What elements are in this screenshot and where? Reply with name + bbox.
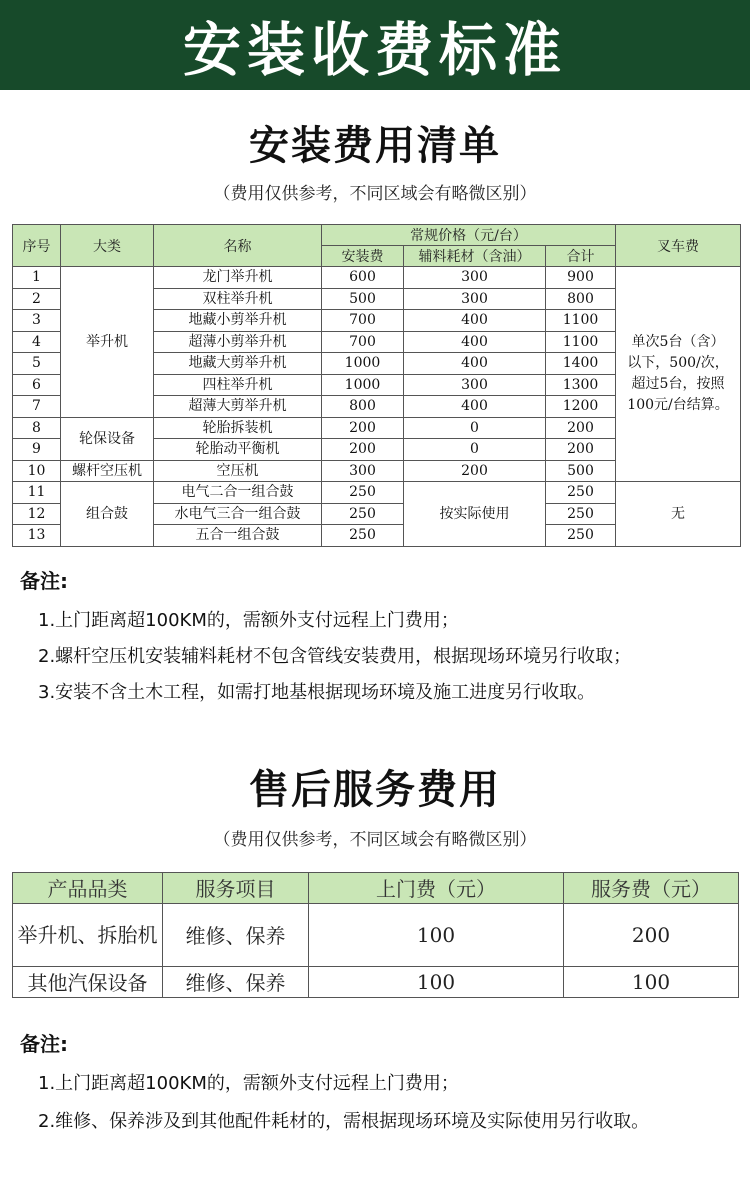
row-name: 龙门举升机 xyxy=(154,267,322,289)
service-row-category: 其他汽保设备 xyxy=(13,966,163,997)
row-install-fee: 200 xyxy=(322,417,404,439)
banner-title: 安装收费标准 xyxy=(182,16,567,84)
row-total: 200 xyxy=(546,417,616,439)
row-material: 300 xyxy=(404,288,546,310)
service-notes-title: 备注: xyxy=(20,1031,68,1056)
forklift-note xyxy=(616,267,741,482)
row-total: 250 xyxy=(546,482,616,504)
row-total: 1300 xyxy=(546,374,616,396)
row-name: 空压机 xyxy=(154,460,322,482)
service-row-visit: 100 xyxy=(309,966,564,997)
header-total: 合计 xyxy=(546,246,616,267)
row-name: 五合一组合鼓 xyxy=(154,525,322,547)
row-material: 400 xyxy=(404,353,546,375)
row-total: 250 xyxy=(546,503,616,525)
row-index: 10 xyxy=(13,460,61,482)
header-materials: 辅料耗材（含油） xyxy=(404,246,546,267)
row-name: 轮胎拆装机 xyxy=(154,417,322,439)
install-section-title: 安装费用清单 xyxy=(249,123,501,169)
table-row xyxy=(13,903,739,966)
row-name: 超薄小剪举升机 xyxy=(154,331,322,353)
row-total: 1100 xyxy=(546,310,616,332)
row-material: 400 xyxy=(404,310,546,332)
row-total: 500 xyxy=(546,460,616,482)
row-install-fee: 200 xyxy=(322,439,404,461)
row-install-fee: 1000 xyxy=(322,353,404,375)
service-fee-table xyxy=(12,872,739,998)
row-name: 地藏小剪举升机 xyxy=(154,310,322,332)
row-install-fee: 250 xyxy=(322,482,404,504)
row-material: 300 xyxy=(404,374,546,396)
row-material: 400 xyxy=(404,331,546,353)
header-name: 名称 xyxy=(154,225,322,267)
row-index: 7 xyxy=(13,396,61,418)
header-price-group: 常规价格（元/台） xyxy=(322,225,616,246)
row-index: 2 xyxy=(13,288,61,310)
row-index: 5 xyxy=(13,353,61,375)
service-header-fee: 服务费（元） xyxy=(564,872,739,903)
row-total: 800 xyxy=(546,288,616,310)
row-install-fee: 600 xyxy=(322,267,404,289)
row-install-fee: 700 xyxy=(322,310,404,332)
header-category: 大类 xyxy=(61,225,154,267)
row-index: 6 xyxy=(13,374,61,396)
service-header-visit: 上门费（元） xyxy=(309,872,564,903)
row-install-fee: 250 xyxy=(322,503,404,525)
row-name: 超薄大剪举升机 xyxy=(154,396,322,418)
row-total: 250 xyxy=(546,525,616,547)
group-screw: 螺杆空压机 xyxy=(61,460,154,482)
row-material: 400 xyxy=(404,396,546,418)
row-install-fee: 1000 xyxy=(322,374,404,396)
service-row-fee: 200 xyxy=(564,903,739,966)
service-row-item: 维修、保养 xyxy=(163,903,309,966)
row-install-fee: 700 xyxy=(322,331,404,353)
row-index: 4 xyxy=(13,331,61,353)
row-material: 200 xyxy=(404,460,546,482)
forklift-note-line: 单次5台（含） xyxy=(631,334,725,350)
row-name: 电气二合一组合鼓 xyxy=(154,482,322,504)
drum-material: 按实际使用 xyxy=(404,482,546,547)
service-row-fee: 100 xyxy=(564,966,739,997)
row-name: 轮胎动平衡机 xyxy=(154,439,322,461)
row-index: 8 xyxy=(13,417,61,439)
row-install-fee: 800 xyxy=(322,396,404,418)
row-name: 四柱举升机 xyxy=(154,374,322,396)
row-index: 12 xyxy=(13,503,61,525)
group-drum: 组合鼓 xyxy=(61,482,154,547)
install-note-item: 1.上门距离超100KM的，需额外支付远程上门费用； xyxy=(38,609,459,631)
row-index: 11 xyxy=(13,482,61,504)
header-forklift: 叉车费 xyxy=(616,225,741,267)
forklift-note-line: 100元/台结算。 xyxy=(627,397,729,413)
service-note-item: 1.上门距离超100KM的，需额外支付远程上门费用； xyxy=(38,1072,459,1094)
row-name: 水电气三合一组合鼓 xyxy=(154,503,322,525)
service-header-item: 服务项目 xyxy=(163,872,309,903)
table-row xyxy=(13,482,741,504)
table-row xyxy=(13,267,741,289)
table-row xyxy=(13,966,739,997)
service-subtitle: （费用仅供参考，不同区域会有略微区别） xyxy=(213,829,537,850)
install-subtitle: （费用仅供参考，不同区域会有略微区别） xyxy=(213,184,537,204)
forklift-note-line: 以下，500/次， xyxy=(627,355,729,371)
row-name: 双柱举升机 xyxy=(154,288,322,310)
row-total: 1100 xyxy=(546,331,616,353)
row-total: 1200 xyxy=(546,396,616,418)
row-total: 900 xyxy=(546,267,616,289)
row-material: 0 xyxy=(404,417,546,439)
row-index: 13 xyxy=(13,525,61,547)
banner xyxy=(0,0,750,90)
row-index: 3 xyxy=(13,310,61,332)
service-row-item: 维修、保养 xyxy=(163,966,309,997)
group-tire: 轮保设备 xyxy=(61,417,154,460)
row-material: 300 xyxy=(404,267,546,289)
row-material: 0 xyxy=(404,439,546,461)
install-fee-table xyxy=(12,224,741,547)
service-row-visit: 100 xyxy=(309,903,564,966)
row-index: 1 xyxy=(13,267,61,289)
header-install-fee: 安装费 xyxy=(322,246,404,267)
service-header-category: 产品品类 xyxy=(13,872,163,903)
row-name: 地藏大剪举升机 xyxy=(154,353,322,375)
install-note-item: 3.安装不含土木工程，如需打地基根据现场环境及施工进度另行收取。 xyxy=(38,681,596,703)
row-install-fee: 300 xyxy=(322,460,404,482)
row-install-fee: 500 xyxy=(322,288,404,310)
group-lift: 举升机 xyxy=(61,267,154,418)
drum-forklift: 无 xyxy=(616,482,741,547)
row-index: 9 xyxy=(13,439,61,461)
row-total: 200 xyxy=(546,439,616,461)
row-install-fee: 250 xyxy=(322,525,404,547)
service-note-item: 2.维修、保养涉及到其他配件耗材的，需根据现场环境及实际使用另行收取。 xyxy=(38,1110,650,1132)
install-note-item: 2.螺杆空压机安装辅料耗材不包含管线安装费用，根据现场环境另行收取； xyxy=(38,645,632,667)
header-index: 序号 xyxy=(13,225,61,267)
service-row-category: 举升机、拆胎机 xyxy=(13,903,163,966)
service-section-title: 售后服务费用 xyxy=(249,766,501,813)
forklift-note-line: 超过5台，按照 xyxy=(631,376,725,392)
row-total: 1400 xyxy=(546,353,616,375)
install-notes-title: 备注: xyxy=(20,568,68,593)
